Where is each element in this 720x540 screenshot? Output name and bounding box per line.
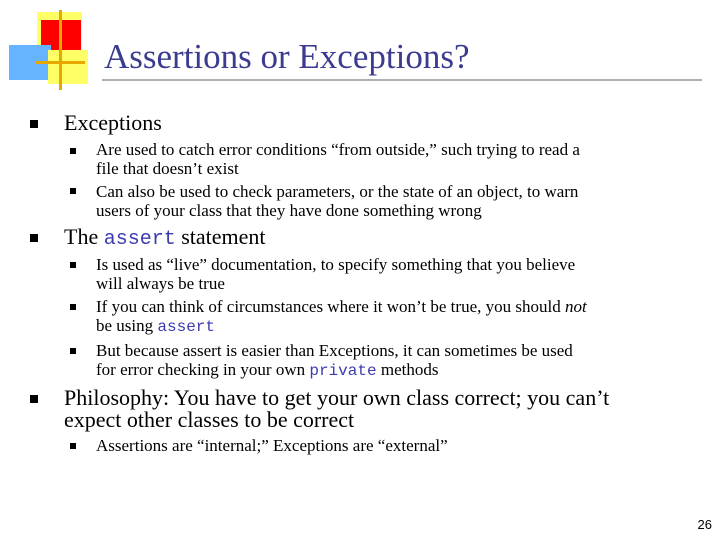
deco-horizontal-line <box>35 61 85 64</box>
line: Philosophy: You have to get your own class correct; you can’t <box>64 385 610 410</box>
slide-title: Assertions or Exceptions? <box>104 37 470 76</box>
text: for error checking in your own <box>96 360 310 379</box>
bullet-philosophy <box>64 387 704 431</box>
line <box>96 297 696 316</box>
line: But because assert is easier than Exceptions, it can sometimes be used <box>96 341 573 360</box>
sub-bullet-catch-errors <box>96 140 696 178</box>
sub-bullet-marker <box>70 443 76 449</box>
bullet-marker <box>30 395 38 403</box>
line: file that doesn’t exist <box>96 159 239 178</box>
bullet-marker <box>30 234 38 242</box>
sub-bullet-marker <box>70 148 76 154</box>
code-assert: assert <box>103 228 176 251</box>
sub-bullet-internal-external <box>96 436 696 455</box>
sub-bullet-live-documentation <box>96 255 696 293</box>
text: statement <box>175 224 266 249</box>
line <box>96 360 696 381</box>
emphasis-not: not <box>564 297 587 316</box>
sub-bullet-marker <box>70 188 76 194</box>
line: Can also be used to check parameters, or the state of an object, to warn <box>96 182 579 201</box>
line: expect other classes to be correct <box>64 407 355 432</box>
line <box>96 316 696 337</box>
bullet-assert-statement <box>64 226 704 251</box>
code-private: private <box>309 362 377 380</box>
code-assert: assert <box>157 318 215 336</box>
line: users of your class that they have done something wrong <box>96 201 482 220</box>
sub-bullet-check-parameters <box>96 182 696 220</box>
sub-bullet-marker <box>70 262 76 268</box>
line: Is used as “live” documentation, to specify something that you believe <box>96 255 576 274</box>
text: The <box>64 224 104 249</box>
sub-bullet-circumstances <box>96 297 696 337</box>
sub-bullet-marker <box>70 348 76 354</box>
bullet-exceptions: Exceptions <box>64 110 162 135</box>
bullet-marker <box>30 120 38 128</box>
text: be using <box>96 316 158 335</box>
line: Are used to catch error conditions “from outside,” such trying to read a <box>96 140 580 159</box>
title-underline <box>102 79 702 81</box>
line: will always be true <box>96 274 225 293</box>
corner-decoration <box>0 0 100 90</box>
text: If you can think of circumstances where it won’t be true, you should <box>96 297 565 316</box>
deco-vertical-line <box>59 10 62 90</box>
line: Assertions are “internal;” Exceptions are “external” <box>96 436 448 455</box>
text: methods <box>376 360 439 379</box>
sub-bullet-marker <box>70 304 76 310</box>
sub-bullet-error-checking <box>96 341 696 381</box>
deco-yellow-square-2 <box>48 50 88 84</box>
page-number: 26 <box>697 517 712 532</box>
